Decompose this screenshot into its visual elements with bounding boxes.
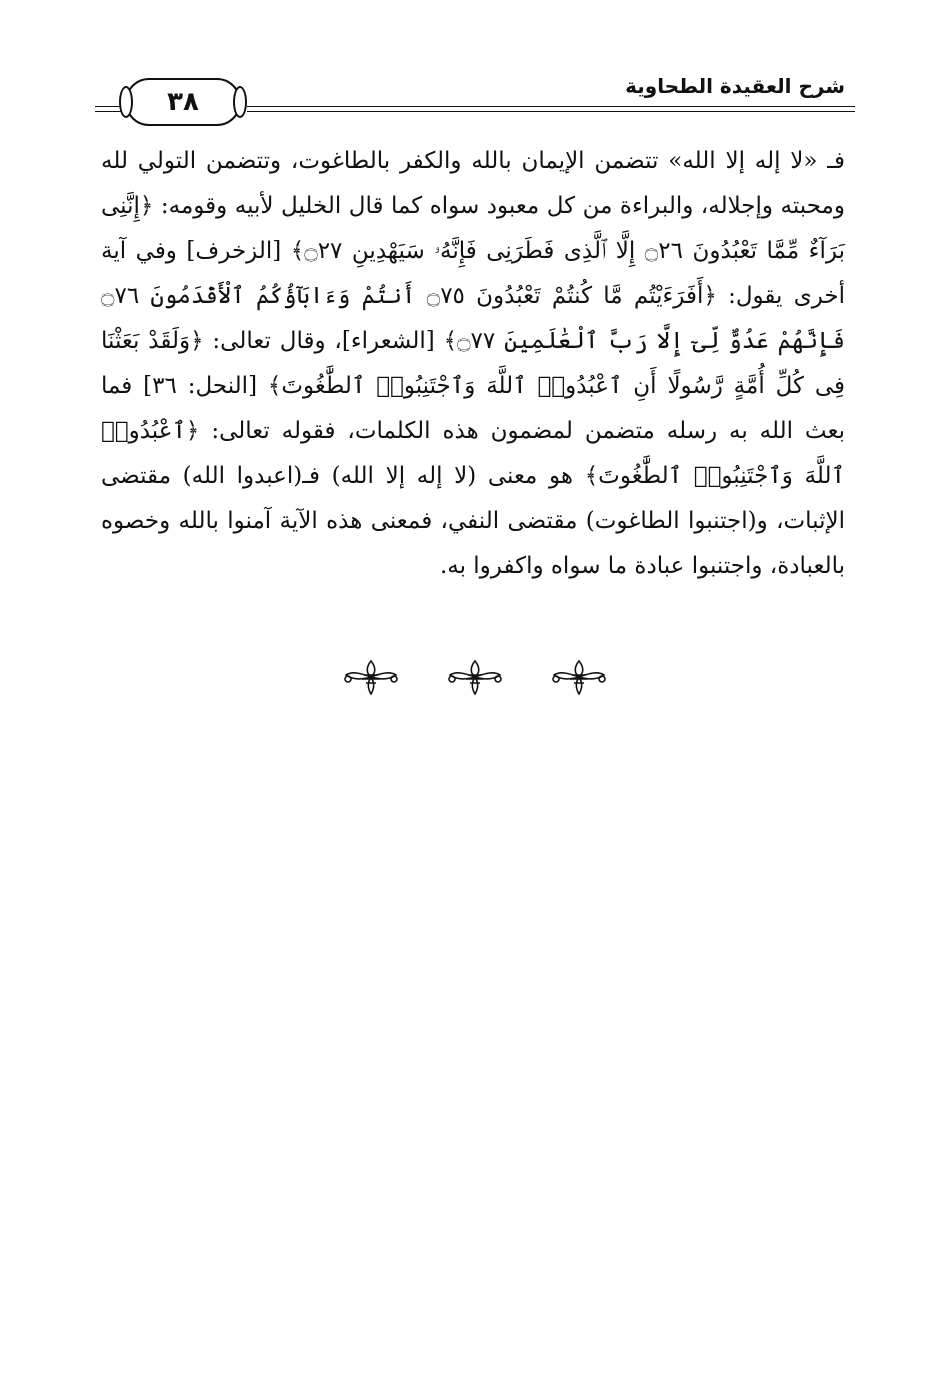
header-rule-bottom (247, 111, 855, 112)
page-number-frame (125, 78, 241, 126)
floral-ornament-icon (444, 657, 506, 697)
floral-ornament-icon (548, 657, 610, 697)
floral-ornament-icon (340, 657, 402, 697)
page-number: ٣٨ (167, 87, 199, 117)
page-header (95, 64, 855, 126)
header-rule-top (247, 106, 855, 107)
section-divider-ornaments (340, 652, 610, 702)
book-title: شرح العقيدة الطحاوية (625, 74, 845, 98)
body-paragraph: فـ «لا إله إلا الله» تتضمن الإيمان بالله والكفر بالطاغوت، وتتضمن التولي لله ومحبته وإجلاله، والبراءة من كل معبود سواه كما قال الخليل لأبيه وقومه: ﴿إِنَّنِى بَرَآءٌ مِّمَّا تَعْبُدُونَ ۝٢٦ إِلَّا ٱلَّذِى فَطَرَنِى فَإِنَّهُۥ سَيَهْدِينِ ۝٢٧﴾ [الزخرف] وفي آية أخرى يقول: ﴿أَفَرَءَيْتُم مَّا كُنتُمْ تَعْبُدُونَ ۝٧٥ أَنتُمْ وَءَابَآؤُكُمُ ٱلْأَقْدَمُونَ ۝٧٦ فَإِنَّهُمْ عَدُوٌّ لِّىٓ إِلَّا رَبَّ ٱلْعَٰلَمِينَ ۝٧٧﴾ [الشعراء]، وقال تعالى: ﴿وَلَقَدْ بَعَثْنَا فِى كُلِّ أُمَّةٍ رَّسُولًا أَنِ ٱعْبُدُوا۟ ٱللَّهَ وَٱجْتَنِبُوا۟ ٱلطَّٰغُوتَ﴾ [النحل: ٣٦] فما بعث الله به رسله متضمن لمضمون هذه الكلمات، فقوله تعالى: ﴿ٱعْبُدُوا۟ ٱللَّهَ وَٱجْتَنِبُوا۟ ٱلطَّٰغُوتَ﴾ هو معنى (لا إله إلا الله) فـ(اعبدوا الله) مقتضى الإثبات، و(اجتنبوا الطاغوت) مقتضى النفي، فمعنى هذه الآية آمنوا بالله وخصوه بالعبادة، واجتنبوا عبادة ما سواه واكفروا به. (101, 148, 845, 579)
